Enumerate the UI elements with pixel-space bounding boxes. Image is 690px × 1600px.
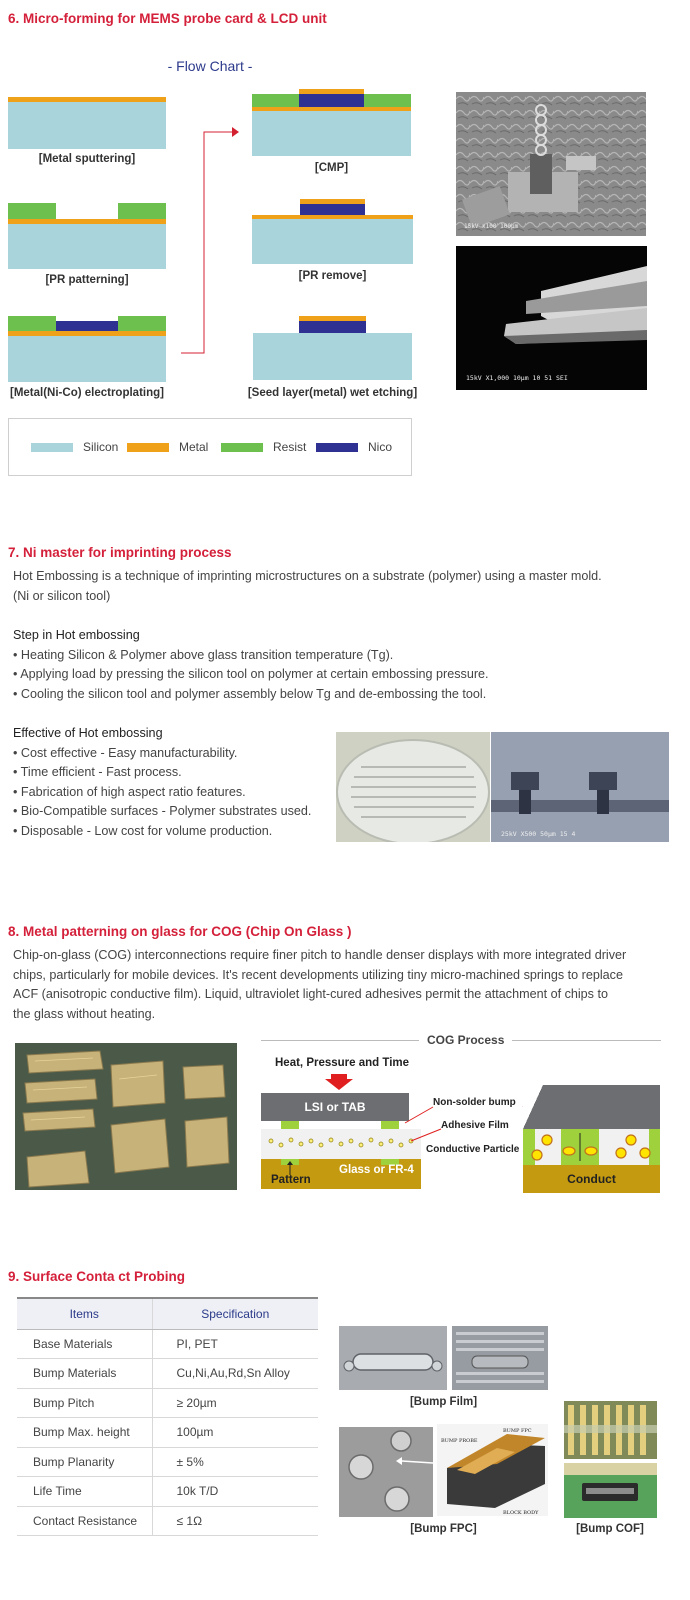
bump-film-caption: [Bump Film]	[409, 1396, 478, 1408]
non-solder-bump-label: Non-solder bump	[433, 1097, 516, 1108]
table-header: Specification	[152, 1298, 318, 1329]
legend-nico: Nico	[316, 441, 392, 453]
table-cell: ≤ 1Ω	[152, 1506, 318, 1536]
bump-cof-caption: [Bump COF]	[576, 1523, 644, 1535]
up-arrow-icon	[285, 1161, 295, 1175]
section-7-title: 7. Ni master for imprinting process	[8, 545, 232, 560]
conduct-label: Conduct	[523, 1165, 660, 1193]
bump-film-photo-right	[452, 1326, 548, 1390]
table-cell: 10k T/D	[152, 1477, 318, 1507]
step-wet-etching-diagram	[253, 316, 412, 380]
section-8-title: 8. Metal patterning on glass for COG (Chip On Glass )	[8, 924, 352, 939]
bump-fpc-label: BUMP FPC	[503, 1428, 532, 1434]
effects-heading: Effective of Hot embossing	[13, 726, 163, 740]
flow-chart-title: - Flow Chart -	[167, 58, 253, 74]
legend-metal: Metal	[127, 441, 208, 453]
legend-silicon: Silicon	[31, 441, 118, 453]
hot-embossing-steps: Step in Hot embossing • Heating Silicon & Polymer above glass transition temperature (Tg). • Applying load by pressing the silicon tool on polymer at certain embossing pressure. • Cooling the silicon tool and polymer assembly below Tg and de-embossing the tool.	[13, 628, 489, 701]
table-cell: Bump Materials	[17, 1359, 152, 1389]
cog-description: Chip-on-glass (COG) interconnections require finer pitch to handle denser displays with more integrated driver chips, particularly for mobile devices. It's recent developments utilizing tiny micro-machined springs to replace ACF (anisotropic conductive film). Liquid, ultraviolet light-cured adhesives permit the attachment of chips to the glass without heating.	[13, 948, 627, 1021]
table-cell: ± 5%	[152, 1447, 318, 1477]
table-cell: Life Time	[17, 1477, 152, 1507]
table-cell: Base Materials	[17, 1329, 152, 1359]
step-electroplating-diagram	[8, 316, 166, 382]
down-arrow-icon	[325, 1074, 353, 1090]
table-row	[17, 1418, 318, 1448]
sem-probe-photo-bottom	[456, 246, 647, 390]
bump-fpc-photo-right	[437, 1424, 548, 1516]
table-row	[17, 1359, 318, 1389]
svg-text:15kV x100 100µm: 15kV x100 100µm	[464, 223, 519, 230]
step-caption: [Metal sputtering]	[38, 153, 136, 165]
block-body-label: BLOCK BODY	[503, 1510, 539, 1516]
heat-pressure-label: Heat, Pressure and Time	[275, 1057, 410, 1069]
table-cell: Bump Pitch	[17, 1388, 152, 1418]
table-header-row	[17, 1298, 318, 1329]
table-row	[17, 1329, 318, 1359]
step-cmp-diagram	[252, 89, 411, 156]
table-row	[17, 1477, 318, 1507]
step-caption: [Seed layer(metal) wet etching]	[247, 387, 418, 399]
cog-chips-photo	[15, 1043, 237, 1190]
table-cell: Contact Resistance	[17, 1506, 152, 1536]
flow-arrow-icon	[178, 122, 240, 358]
table-cell: 100µm	[152, 1418, 318, 1448]
table-cell: Bump Planarity	[17, 1447, 152, 1477]
step-caption: [Metal(Ni-Co) electroplating]	[10, 387, 164, 399]
conduct-chip	[543, 1085, 660, 1129]
bump-cof-photo-bottom	[564, 1463, 657, 1518]
table-cell: ≥ 20µm	[152, 1388, 318, 1418]
legend-resist: Resist	[221, 441, 306, 453]
cog-process-title: COG Process	[419, 1033, 512, 1047]
cog-process-diagram	[261, 1033, 661, 1193]
microstructure-sem-photo	[491, 732, 669, 842]
table-cell: Cu,Ni,Au,Rd,Sn Alloy	[152, 1359, 318, 1389]
bump-fpc-caption: [Bump FPC]	[410, 1523, 477, 1535]
table-cell: Bump Max. height	[17, 1418, 152, 1448]
bump-cof-photo-top	[564, 1401, 657, 1459]
step-caption: [PR remove]	[298, 270, 367, 282]
spec-table	[17, 1297, 318, 1536]
adhesive-film-label: Adhesive Film	[441, 1120, 509, 1131]
step-caption: [CMP]	[314, 162, 349, 174]
glass-label: Glass or FR-4	[339, 1164, 414, 1176]
conductive-particle-label: Conductive Particle	[426, 1144, 520, 1155]
sem-probe-photo-top	[456, 92, 646, 236]
bump-fpc-photo-left	[339, 1427, 433, 1517]
table-cell: PI, PET	[152, 1329, 318, 1359]
wafer-photo	[336, 732, 490, 842]
step-pr-patterning-diagram	[8, 203, 166, 269]
flow-legend	[8, 418, 412, 476]
svg-text:15kV X1,000 10µm 10 51 S: 15kV X1,000 10µm 10 51 SEI	[466, 374, 568, 382]
hot-embossing-effects: Effective of Hot embossing • Cost effective - Easy manufacturability. • Time efficient - Fast process. • Fabrication of high aspect ratio features. • Bio-Compatible surfaces - Polymer substrates used. • Disposable - Low cost for volume production.	[13, 726, 312, 838]
bump-film-photo-left	[339, 1326, 447, 1390]
step-metal-sputtering-diagram	[8, 97, 166, 149]
table-row	[17, 1388, 318, 1418]
bump-probe-label: BUMP PROBE	[441, 1438, 478, 1444]
steps-heading: Step in Hot embossing	[13, 628, 140, 642]
step-caption: [PR patterning]	[45, 274, 129, 286]
table-header: Items	[17, 1298, 152, 1329]
lsi-block: LSI or TAB	[261, 1093, 409, 1121]
table-row	[17, 1506, 318, 1536]
table-row	[17, 1447, 318, 1477]
svg-text:25kV X500 50µm 15 4: 25kV X500 50µm 15 4	[501, 830, 576, 838]
section-9-title: 9. Surface Conta ct Probing	[8, 1269, 186, 1284]
hot-embossing-intro: Hot Embossing is a technique of imprinting microstructures on a substrate (polymer) using a master mold. (Ni or silicon tool)	[13, 569, 602, 603]
pattern-label: Pattern	[271, 1174, 311, 1186]
adhesive-particles	[261, 1129, 421, 1159]
section-6-title: 6. Micro-forming for MEMS probe card & LCD unit	[8, 11, 327, 26]
step-pr-remove-diagram	[252, 199, 413, 264]
conduct-particles	[523, 1129, 661, 1165]
